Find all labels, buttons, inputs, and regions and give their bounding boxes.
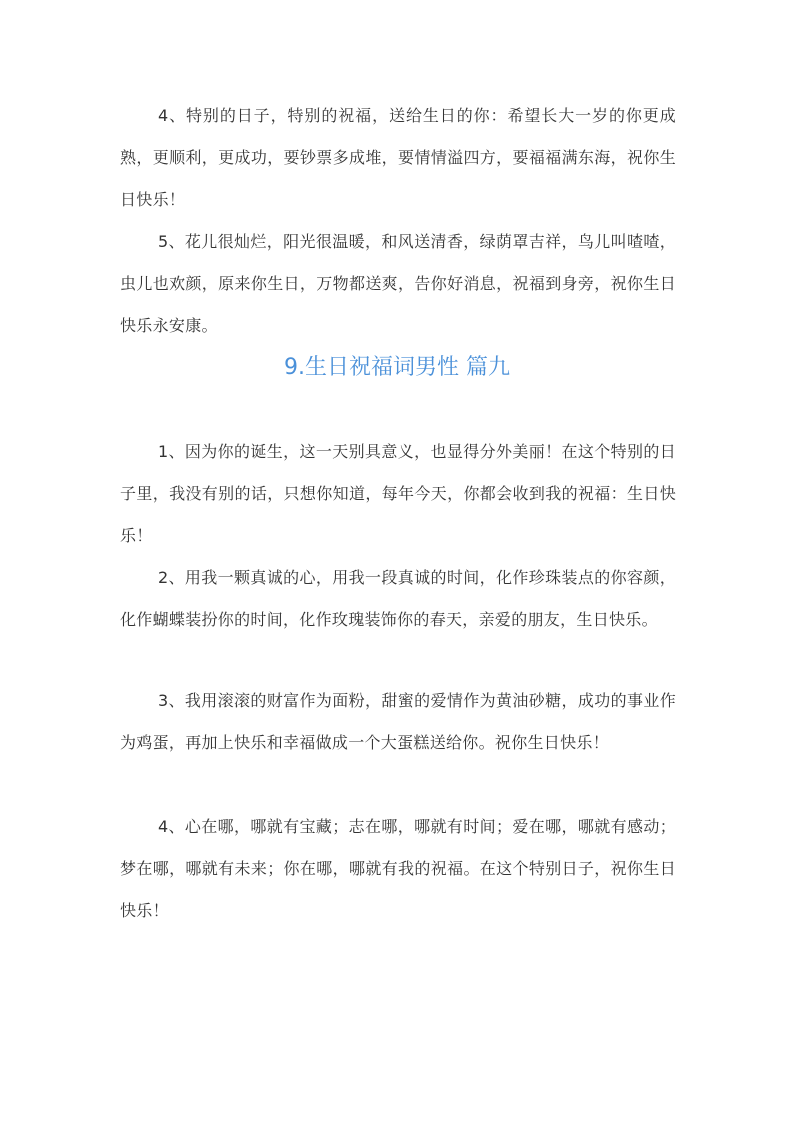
paragraph-2: 2、用我一颗真诚的心，用我一段真诚的时间，化作珍珠装点的你容颜，化作蝴蝶装扮你的时间，化作玫瑰装饰你的春天，亲爱的朋友，生日快乐。 [120,568,676,629]
paragraph-4: 4、心在哪，哪就有宝藏；志在哪，哪就有时间；爱在哪，哪就有感动；梦在哪，哪就有未来；你在哪，哪就有我的祝福。在这个特别日子，祝你生日快乐！ [120,817,676,920]
paragraph-prev-5: 5、花儿很灿烂，阳光很温暖，和风送清香，绿荫罩吉祥，鸟儿叫喳喳，虫儿也欢颜，原来你生日，万物都送爽，告你好消息，祝福到身旁，祝你生日快乐永安康。 [120,232,676,335]
paragraph-1: 1、因为你的诞生，这一天别具意义，也显得分外美丽！在这个特别的日子里，我没有别的话，只想你知道，每年今天，你都会收到我的祝福：生日快乐！ [120,442,676,545]
paragraph-3: 3、我用滚滚的财富作为面粉，甜蜜的爱情作为黄油砂糖，成功的事业作为鸡蛋，再加上快乐和幸福做成一个大蛋糕送给你。祝你生日快乐！ [120,691,676,752]
section-heading: 9.生日祝福词男性 篇九 [284,355,510,380]
paragraph-prev-4: 4、特别的日子，特别的祝福，送给生日的你：希望长大一岁的你更成熟，更顺利，更成功，要钞票多成堆，要情情溢四方，要福福满东海，祝你生日快乐！ [120,106,676,209]
